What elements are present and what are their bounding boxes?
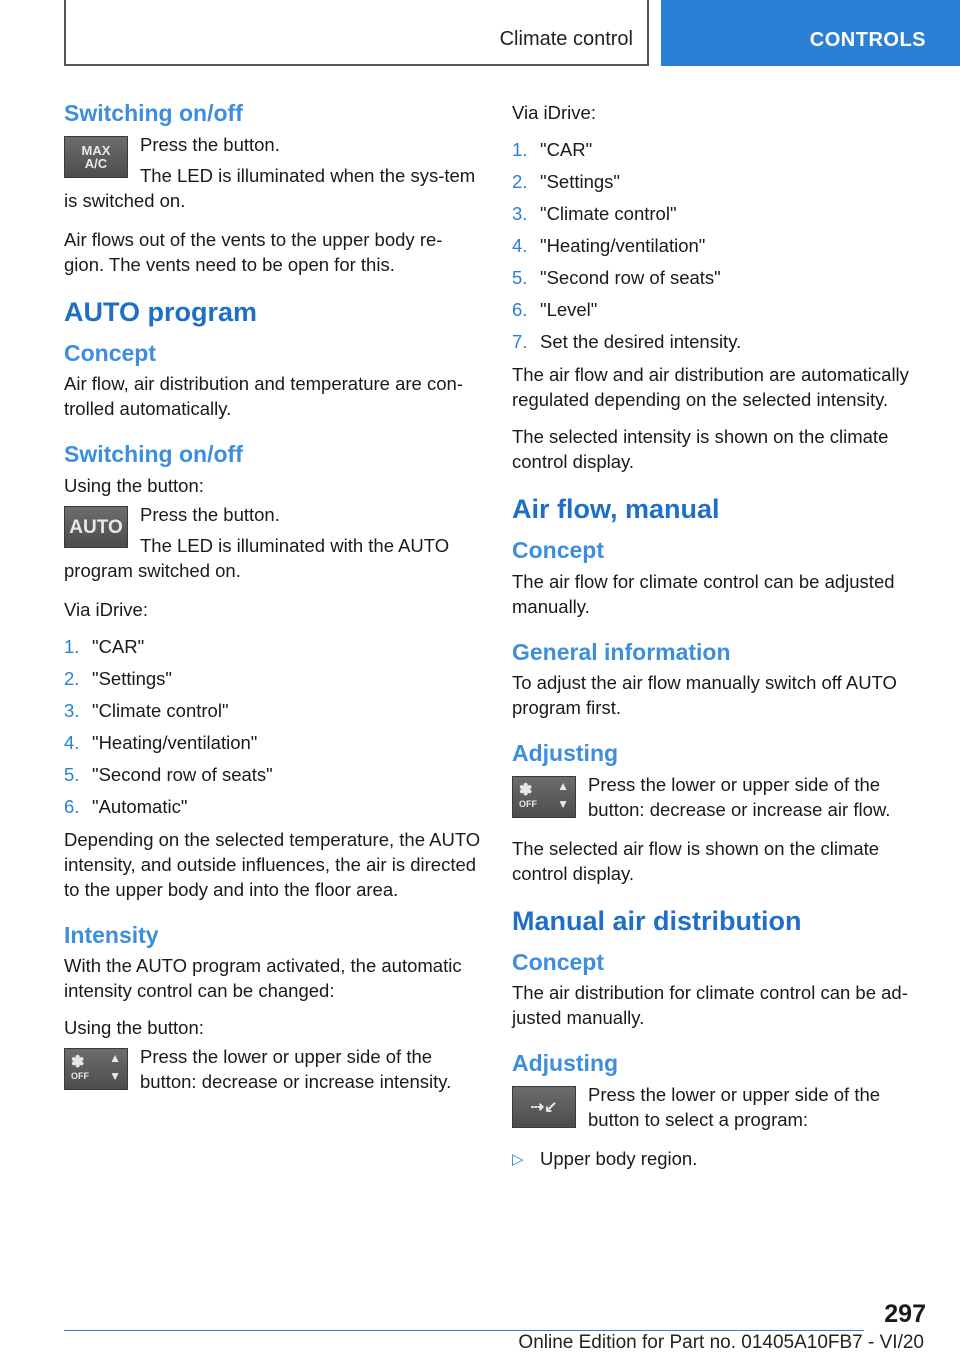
concept-heading: Concept [64,339,156,366]
left-column [64,100,482,1100]
max-ac-button-icon: MAX A/C [64,136,128,178]
list-item: 7. Set the desired intensity. [512,331,742,352]
intensity-button-text: Press the lower or upper side of the button: decrease or increase intensity. [140,1046,452,1093]
list-item: 6. "Automatic" [64,795,188,817]
list-item: 4. "Heating/ventilation" [64,731,258,753]
list-item: 3. "Climate control" [512,203,677,224]
right-column [512,100,924,1172]
fan-icon: ✽ [71,1054,85,1072]
auto-instruction [64,502,482,583]
distribution-adjusting-heading: Adjusting [512,1050,619,1077]
general-info-text: To adjust the air flow manually switch off AUTO program first. [512,672,897,719]
header-chapter-label: CONTROLS [809,29,926,51]
up-arrow-icon: ▲ [109,1051,121,1066]
airflow-display-paragraph: The selected air flow is shown on the climate control display. [512,837,880,884]
via-idrive-text-right: Via iDrive: [512,102,596,123]
list-item: 4. "Heating/ventilation" [512,235,706,256]
distribution-button-text: Press the lower or upper side of the button to select a program: [588,1084,881,1131]
list-item: 3. "Climate control" [64,699,229,721]
airflow-button-text: Press the lower or upper side of the button: decrease or increase air flow. [588,773,891,820]
footer-divider [64,1330,864,1331]
fan-rocker-button-icon: ✽ OFF ▲ ▼ [64,1048,128,1090]
via-idrive-text: Via iDrive: [64,598,148,620]
intensity-heading: Intensity [64,921,159,948]
triangle-bullet-icon: ▷ [512,1151,524,1169]
list-item: 1. "CAR" [512,139,593,160]
vents-paragraph: Air flows out of the vents to the upper body re-gion. The vents need to be open for this. [64,228,443,275]
distribution-concept-heading: Concept [512,948,604,975]
adjusting-heading: Adjusting [512,740,619,767]
general-info-heading: General information [512,638,731,665]
intensity-using-text: Using the button: [64,1017,204,1039]
fan-rocker-button-icon-right: ✽ OFF ▲ ▼ [512,776,576,818]
auto-step: Press the button. [140,503,280,525]
header-section-box [64,0,649,66]
intensity-instruction [64,1044,482,1094]
down-arrow-icon: ▼ [109,1069,121,1084]
down-arrow-icon: ▼ [557,796,569,811]
air-direction-paragraph: Depending on the selected temperature, the AUTO intensity, and outside influences, the air is directed to the upper body and into the floor area. [64,828,481,900]
distribution-concept-text: The air distribution for climate control can be ad-justed manually. [512,982,908,1029]
airflow-concept-heading: Concept [512,537,604,564]
max-ac-instruction [64,132,482,213]
distribution-instruction [512,1082,924,1132]
intensity-display-paragraph: The selected intensity is shown on the climate control display. [512,426,889,472]
regulated-paragraph: The air flow and air distribution are automatically regulated depending on the selected intensity. [512,364,909,410]
airflow-instruction [512,772,924,822]
auto-button-icon: AUTO [64,506,128,548]
auto-program-heading: AUTO program [64,296,258,327]
header-section-title: Climate control [499,28,633,50]
air-distribution-icon: ⇢↙ [530,1099,558,1117]
max-ac-led-note: The LED is illuminated when the sys-tem is switched on. [64,164,476,211]
auto-led-note: The LED is illuminated with the AUTO program switched on. [64,534,450,581]
page-number: 297 [884,1300,926,1328]
list-item: 5. "Second row of seats" [64,763,273,785]
list-item: 2. "Settings" [64,667,172,689]
right-steps-list [512,137,924,354]
using-button-text: Using the button: [64,474,204,496]
airflow-concept-text: The air flow for climate control can be adjusted manually. [512,570,895,617]
header-chapter-tab [661,0,960,66]
concept-text: Air flow, air distribution and temperature are con-trolled automatically. [64,373,463,420]
airflow-manual-heading: Air flow, manual [512,494,720,524]
switching-heading: Switching on/off [64,100,243,126]
air-distribution-heading: Manual air distribution [512,905,802,936]
intensity-text: With the AUTO program activated, the automatic intensity control can be changed: [64,955,462,1002]
list-item: 2. "Settings" [512,171,620,192]
air-distribution-button-icon [512,1086,576,1128]
list-item: ▷ Upper body region. [512,1146,924,1172]
left-steps-list [64,634,482,819]
footer-edition: Online Edition for Part no. 01405A10FB7 - VI/20 [518,1332,924,1353]
fan-icon: ✽ [519,781,533,799]
max-ac-step: Press the button. [140,133,280,155]
switching-auto-heading: Switching on/off [64,441,243,468]
up-arrow-icon: ▲ [557,778,569,793]
list-item: 6. "Level" [512,299,598,320]
list-item: 1. "CAR" [64,635,145,657]
list-item: 5. "Second row of seats" [512,267,721,288]
program-list [512,1146,924,1172]
